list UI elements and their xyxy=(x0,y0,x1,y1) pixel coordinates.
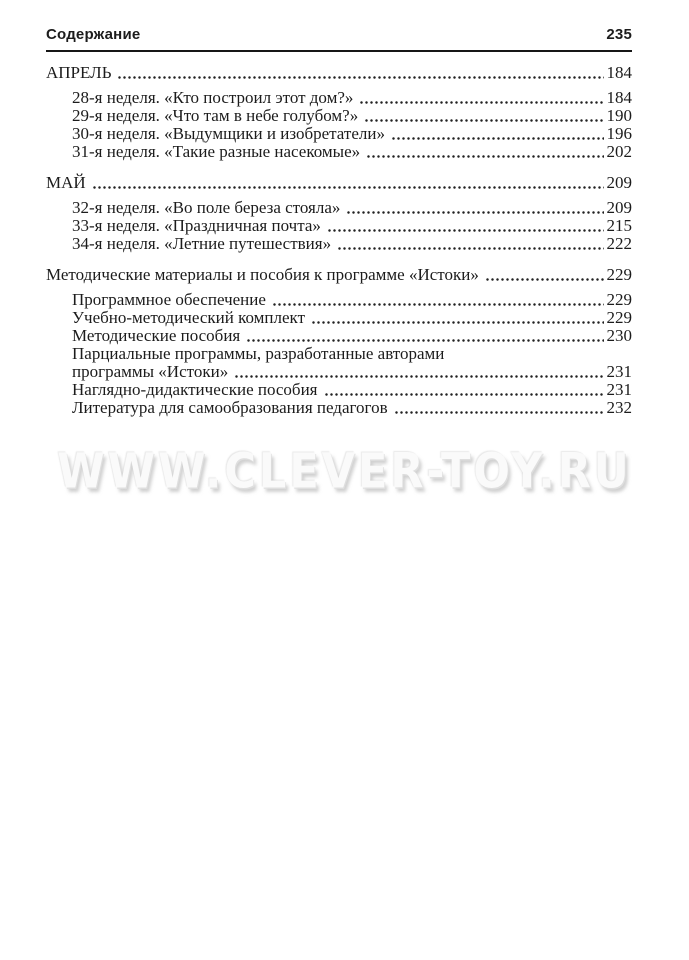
toc-entry xyxy=(46,309,632,327)
toc-entry xyxy=(46,345,632,363)
toc-entry xyxy=(46,143,632,161)
toc-entry-page: 229 xyxy=(606,308,632,327)
toc-entry-label: Литература для самообразования педагогов xyxy=(72,398,388,417)
toc-entry-label: 29-я неделя. «Что там в небе голубом?» xyxy=(72,106,359,125)
toc-entry-page: 209 xyxy=(606,198,632,217)
page-content xyxy=(46,26,632,417)
page-number: 235 xyxy=(606,26,632,43)
toc-entry xyxy=(46,107,632,125)
toc-entry-label: Наглядно-дидактические пособия xyxy=(72,380,318,399)
watermark-text: WWW.CLEVER-TOY.RU xyxy=(57,444,632,500)
table-of-contents xyxy=(46,64,632,417)
toc-entry-page: 232 xyxy=(606,398,632,417)
toc-entry-label: 28-я неделя. «Кто построил этот дом?» xyxy=(72,88,354,107)
toc-entry-label: 30-я неделя. «Выдумщики и изобретатели» xyxy=(72,124,385,143)
toc-entry-label: программы «Истоки» xyxy=(72,362,229,381)
toc-dot-leader xyxy=(92,185,604,190)
toc-entry-page: 229 xyxy=(606,290,632,309)
toc-entry-page: 184 xyxy=(606,63,632,82)
toc-entry-label: Методические пособия xyxy=(72,326,241,345)
toc-dot-leader xyxy=(364,118,603,123)
toc-entry-page: 230 xyxy=(606,326,632,345)
toc-entry-label: АПРЕЛЬ xyxy=(46,63,112,82)
toc-entry xyxy=(46,266,632,284)
toc-entry-page: 231 xyxy=(606,362,632,381)
toc-dot-leader xyxy=(234,374,603,379)
toc-entry-label: Программное обеспечение xyxy=(72,290,266,309)
toc-dot-leader xyxy=(327,228,604,233)
toc-dot-leader xyxy=(391,136,604,141)
running-head xyxy=(46,26,632,52)
toc-entry xyxy=(46,291,632,309)
toc-entry xyxy=(46,399,632,417)
toc-entry xyxy=(46,381,632,399)
toc-entry xyxy=(46,363,632,381)
toc-entry-label: Парциальные программы, разработанные авторами xyxy=(72,344,445,363)
toc-dot-leader xyxy=(117,75,603,80)
toc-entry xyxy=(46,235,632,253)
toc-entry-page: 231 xyxy=(606,380,632,399)
page-title: Содержание xyxy=(46,26,141,43)
toc-entry-page: 202 xyxy=(606,142,632,161)
toc-dot-leader xyxy=(311,320,604,325)
toc-entry-page: 184 xyxy=(606,88,632,107)
toc-entry-page: 209 xyxy=(606,173,632,192)
toc-entry xyxy=(46,327,632,345)
toc-entry-page: 229 xyxy=(606,265,632,284)
toc-entry xyxy=(46,199,632,217)
toc-entry-page: 190 xyxy=(606,106,632,125)
toc-dot-leader xyxy=(366,154,603,159)
toc-entry-page: 222 xyxy=(606,234,632,253)
toc-entry xyxy=(46,217,632,235)
toc-dot-leader xyxy=(324,392,604,397)
toc-dot-leader xyxy=(346,210,603,215)
toc-entry xyxy=(46,64,632,82)
toc-entry-page: 196 xyxy=(606,124,632,143)
toc-dot-leader xyxy=(359,100,603,105)
toc-entry-label: 34-я неделя. «Летние путешествия» xyxy=(72,234,332,253)
toc-entry xyxy=(46,89,632,107)
toc-dot-leader xyxy=(337,246,603,251)
toc-entry xyxy=(46,174,632,192)
toc-entry-label: Учебно-методический комплект xyxy=(72,308,305,327)
toc-entry-label: 32-я неделя. «Во поле береза стояла» xyxy=(72,198,341,217)
toc-entry-label: Методические материалы и пособия к программе «Истоки» xyxy=(46,265,479,284)
toc-entry xyxy=(46,125,632,143)
toc-dot-leader xyxy=(246,338,603,343)
toc-entry-page: 215 xyxy=(606,216,632,235)
toc-entry-label: 33-я неделя. «Праздничная почта» xyxy=(72,216,321,235)
toc-dot-leader xyxy=(272,302,604,307)
toc-entry-label: МАЙ xyxy=(46,173,86,192)
toc-dot-leader xyxy=(394,410,604,415)
toc-entry-label: 31-я неделя. «Такие разные насекомые» xyxy=(72,142,361,161)
toc-dot-leader xyxy=(485,277,604,282)
